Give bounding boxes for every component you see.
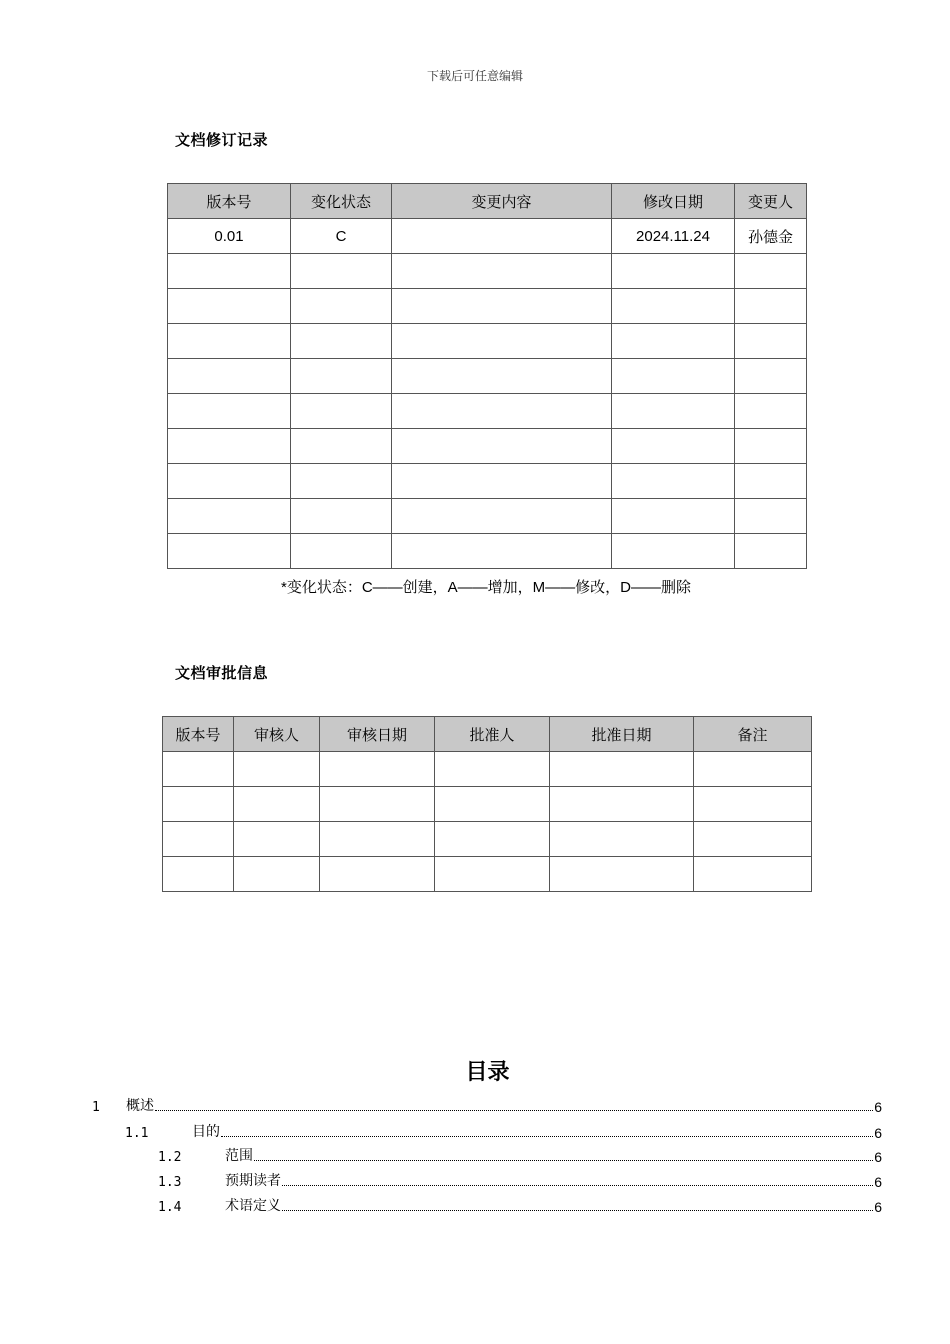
toc-entry[interactable] [158, 1195, 882, 1215]
table-cell [392, 464, 612, 499]
toc-entry-label: 范围 [225, 1147, 253, 1163]
revision-row [168, 394, 807, 429]
table-cell [550, 787, 694, 822]
table-cell: 0.01 [168, 219, 291, 254]
toc-entry[interactable] [158, 1170, 882, 1190]
table-cell [612, 289, 735, 324]
toc-entry-number: 1.3 [158, 1175, 182, 1190]
approval-header-row [163, 717, 812, 752]
table-cell [234, 787, 320, 822]
table-cell [234, 822, 320, 857]
table-cell [612, 534, 735, 569]
toc-entry-page: 6 [874, 1125, 882, 1141]
table-cell [291, 429, 392, 464]
table-cell [163, 857, 234, 892]
table-cell [320, 752, 435, 787]
approval-table [162, 716, 812, 892]
table-cell [168, 289, 291, 324]
table-cell [291, 289, 392, 324]
table-cell [735, 464, 807, 499]
revision-row [168, 289, 807, 324]
table-cell [168, 464, 291, 499]
table-cell [612, 324, 735, 359]
table-cell [234, 857, 320, 892]
table-cell [168, 324, 291, 359]
col-header-approve-date: 批准日期 [550, 717, 694, 752]
toc-entry-page: 6 [874, 1174, 882, 1190]
toc-leader-dots [221, 1135, 873, 1137]
table-cell [163, 752, 234, 787]
table-cell [435, 787, 550, 822]
approval-row [163, 857, 812, 892]
revision-section-title: 文档修订记录 [175, 132, 269, 149]
table-cell [168, 534, 291, 569]
revision-row [168, 534, 807, 569]
toc-entry-number: 1.4 [158, 1200, 182, 1215]
table-cell [291, 534, 392, 569]
table-cell [291, 359, 392, 394]
table-cell [694, 787, 812, 822]
revision-row [168, 254, 807, 289]
table-cell [392, 429, 612, 464]
table-cell [168, 254, 291, 289]
toc-leader-dots [254, 1159, 873, 1161]
table-cell [392, 534, 612, 569]
table-cell [392, 219, 612, 254]
table-cell [735, 534, 807, 569]
table-cell [694, 857, 812, 892]
table-cell [735, 359, 807, 394]
table-cell [163, 822, 234, 857]
table-cell [435, 822, 550, 857]
table-cell [392, 359, 612, 394]
approval-row [163, 787, 812, 822]
col-header-change-content: 变更内容 [392, 184, 612, 219]
table-cell [291, 464, 392, 499]
approval-row [163, 822, 812, 857]
table-cell [735, 499, 807, 534]
table-cell [291, 254, 392, 289]
toc-title: 目录 [465, 1059, 510, 1084]
toc-entry[interactable] [125, 1121, 882, 1141]
table-cell [550, 752, 694, 787]
table-cell [392, 289, 612, 324]
col-header-modify-date: 修改日期 [612, 184, 735, 219]
table-cell [612, 429, 735, 464]
toc-entry-label: 概述 [126, 1097, 154, 1113]
toc-entry-page: 6 [874, 1099, 882, 1115]
table-cell [163, 787, 234, 822]
table-cell [550, 822, 694, 857]
table-cell [735, 324, 807, 359]
table-cell [612, 394, 735, 429]
table-cell [320, 857, 435, 892]
table-cell [168, 499, 291, 534]
revision-row [168, 429, 807, 464]
revision-row [168, 359, 807, 394]
table-cell [234, 752, 320, 787]
table-cell [435, 752, 550, 787]
toc-entry-label: 目的 [192, 1123, 220, 1139]
table-cell [735, 289, 807, 324]
table-cell [612, 254, 735, 289]
toc-leader-dots [282, 1184, 873, 1186]
revision-row [168, 324, 807, 359]
table-cell [392, 254, 612, 289]
toc-leader-dots [155, 1109, 873, 1111]
revision-row [168, 219, 807, 254]
table-cell [612, 499, 735, 534]
toc-entry-label: 术语定义 [225, 1197, 281, 1213]
table-cell: 2024.11.24 [612, 219, 735, 254]
revision-header-row [168, 184, 807, 219]
table-cell [435, 857, 550, 892]
col-header-reviewer: 审核人 [234, 717, 320, 752]
approval-section-title: 文档审批信息 [175, 665, 269, 682]
table-cell: C [291, 219, 392, 254]
table-cell [392, 499, 612, 534]
table-cell [612, 359, 735, 394]
toc-entry-number: 1.2 [158, 1150, 182, 1165]
table-cell [735, 394, 807, 429]
col-header-version: 版本号 [168, 184, 291, 219]
table-cell [291, 324, 392, 359]
revision-table [167, 183, 807, 569]
col-header-version: 版本号 [163, 717, 234, 752]
table-cell [168, 359, 291, 394]
col-header-change-status: 变化状态 [291, 184, 392, 219]
table-cell: 孙德金 [735, 219, 807, 254]
table-cell [320, 822, 435, 857]
table-cell [735, 429, 807, 464]
table-cell [291, 499, 392, 534]
col-header-review-date: 审核日期 [320, 717, 435, 752]
table-cell [735, 254, 807, 289]
toc-entry-label: 预期读者 [225, 1172, 281, 1188]
toc-entry-number: 1 [92, 1100, 100, 1115]
toc-entry-number: 1.1 [125, 1126, 149, 1141]
change-status-legend: *变化状态：C——创建，A——增加，M——修改，D——删除 [280, 579, 691, 596]
table-cell [392, 324, 612, 359]
toc-entry-page: 6 [874, 1149, 882, 1165]
table-cell [291, 394, 392, 429]
col-header-changer: 变更人 [735, 184, 807, 219]
table-cell [392, 394, 612, 429]
revision-row [168, 499, 807, 534]
toc-entry[interactable] [92, 1095, 882, 1115]
table-cell [694, 822, 812, 857]
table-cell [612, 464, 735, 499]
revision-row [168, 464, 807, 499]
toc-entry-page: 6 [874, 1199, 882, 1215]
col-header-remarks: 备注 [694, 717, 812, 752]
col-header-approver: 批准人 [435, 717, 550, 752]
page-header-note: 下载后可任意编辑 [426, 69, 523, 83]
toc-leader-dots [282, 1209, 873, 1211]
table-cell [320, 787, 435, 822]
table-cell [694, 752, 812, 787]
table-cell [550, 857, 694, 892]
table-cell [168, 394, 291, 429]
toc-entry[interactable] [158, 1145, 882, 1165]
approval-row [163, 752, 812, 787]
table-cell [168, 429, 291, 464]
